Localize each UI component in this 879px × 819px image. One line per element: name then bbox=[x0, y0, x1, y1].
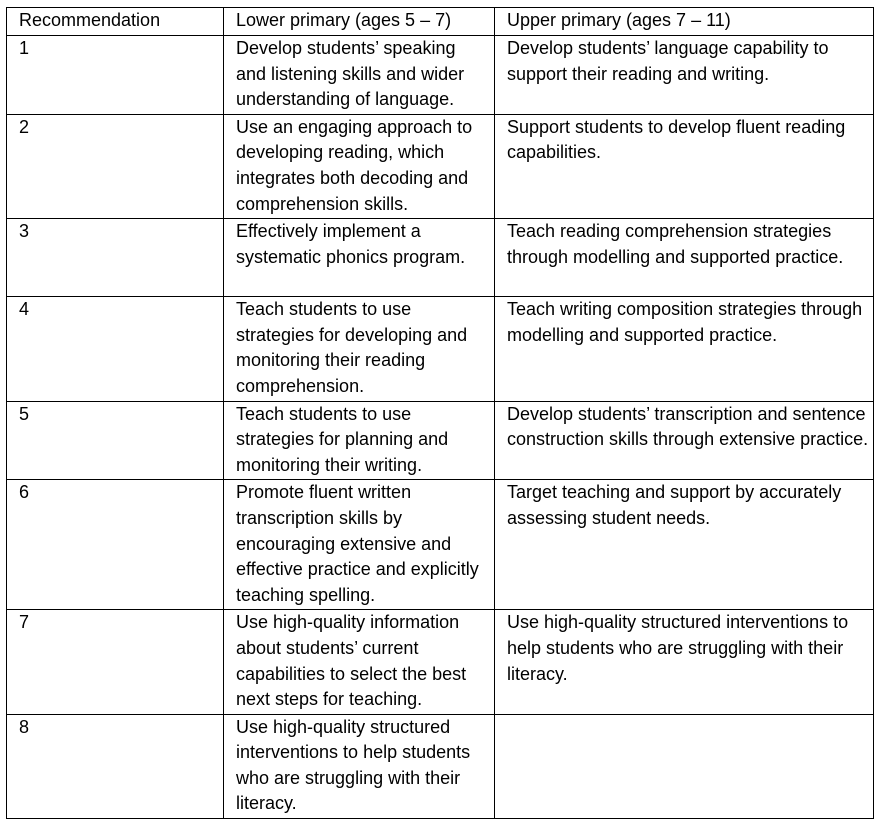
recommendation-number: 5 bbox=[7, 401, 224, 480]
upper-primary-cell: Target teaching and support by accurately assessing student needs. bbox=[495, 480, 874, 610]
lower-primary-cell: Promote fluent written transcription skills by encouraging extensive and effective practice and explicitly teaching spelling. bbox=[224, 480, 495, 610]
table-row bbox=[7, 401, 874, 480]
table-row bbox=[7, 36, 874, 115]
lower-primary-cell: Use high-quality information about students’ current capabilities to select the best next steps for teaching. bbox=[224, 610, 495, 714]
table-header-row bbox=[7, 8, 874, 36]
lower-primary-cell: Develop students’ speaking and listening skills and wider understanding of language. bbox=[224, 36, 495, 115]
upper-primary-cell: Teach writing composition strategies through modelling and supported practice. bbox=[495, 297, 874, 401]
upper-primary-cell: Teach reading comprehension strategies through modelling and supported practice. bbox=[495, 219, 874, 297]
table-row bbox=[7, 714, 874, 818]
upper-primary-cell: Use high-quality structured interventions to help students who are struggling with their literacy. bbox=[495, 610, 874, 714]
recommendation-number: 6 bbox=[7, 480, 224, 610]
recommendation-number: 7 bbox=[7, 610, 224, 714]
header-upper-primary: Upper primary (ages 7 – 11) bbox=[495, 8, 874, 36]
table-row bbox=[7, 219, 874, 297]
table-row bbox=[7, 114, 874, 218]
header-lower-primary: Lower primary (ages 5 – 7) bbox=[224, 8, 495, 36]
upper-primary-cell: Develop students’ transcription and sentence construction skills through extensive practice. bbox=[495, 401, 874, 480]
recommendation-number: 3 bbox=[7, 219, 224, 297]
recommendation-number: 1 bbox=[7, 36, 224, 115]
upper-primary-cell: Support students to develop fluent reading capabilities. bbox=[495, 114, 874, 218]
upper-primary-cell bbox=[495, 714, 874, 818]
recommendation-number: 2 bbox=[7, 114, 224, 218]
table-row bbox=[7, 480, 874, 610]
header-recommendation: Recommendation bbox=[7, 8, 224, 36]
table-row bbox=[7, 610, 874, 714]
recommendations-table bbox=[6, 7, 874, 819]
lower-primary-cell: Effectively implement a systematic phonics program. bbox=[224, 219, 495, 297]
table-row bbox=[7, 297, 874, 401]
lower-primary-cell: Use high-quality structured interventions to help students who are struggling with their literacy. bbox=[224, 714, 495, 818]
lower-primary-cell: Teach students to use strategies for planning and monitoring their writing. bbox=[224, 401, 495, 480]
recommendation-number: 8 bbox=[7, 714, 224, 818]
recommendation-number: 4 bbox=[7, 297, 224, 401]
lower-primary-cell: Use an engaging approach to developing reading, which integrates both decoding and comprehension skills. bbox=[224, 114, 495, 218]
lower-primary-cell: Teach students to use strategies for developing and monitoring their reading comprehension. bbox=[224, 297, 495, 401]
upper-primary-cell: Develop students’ language capability to support their reading and writing. bbox=[495, 36, 874, 115]
